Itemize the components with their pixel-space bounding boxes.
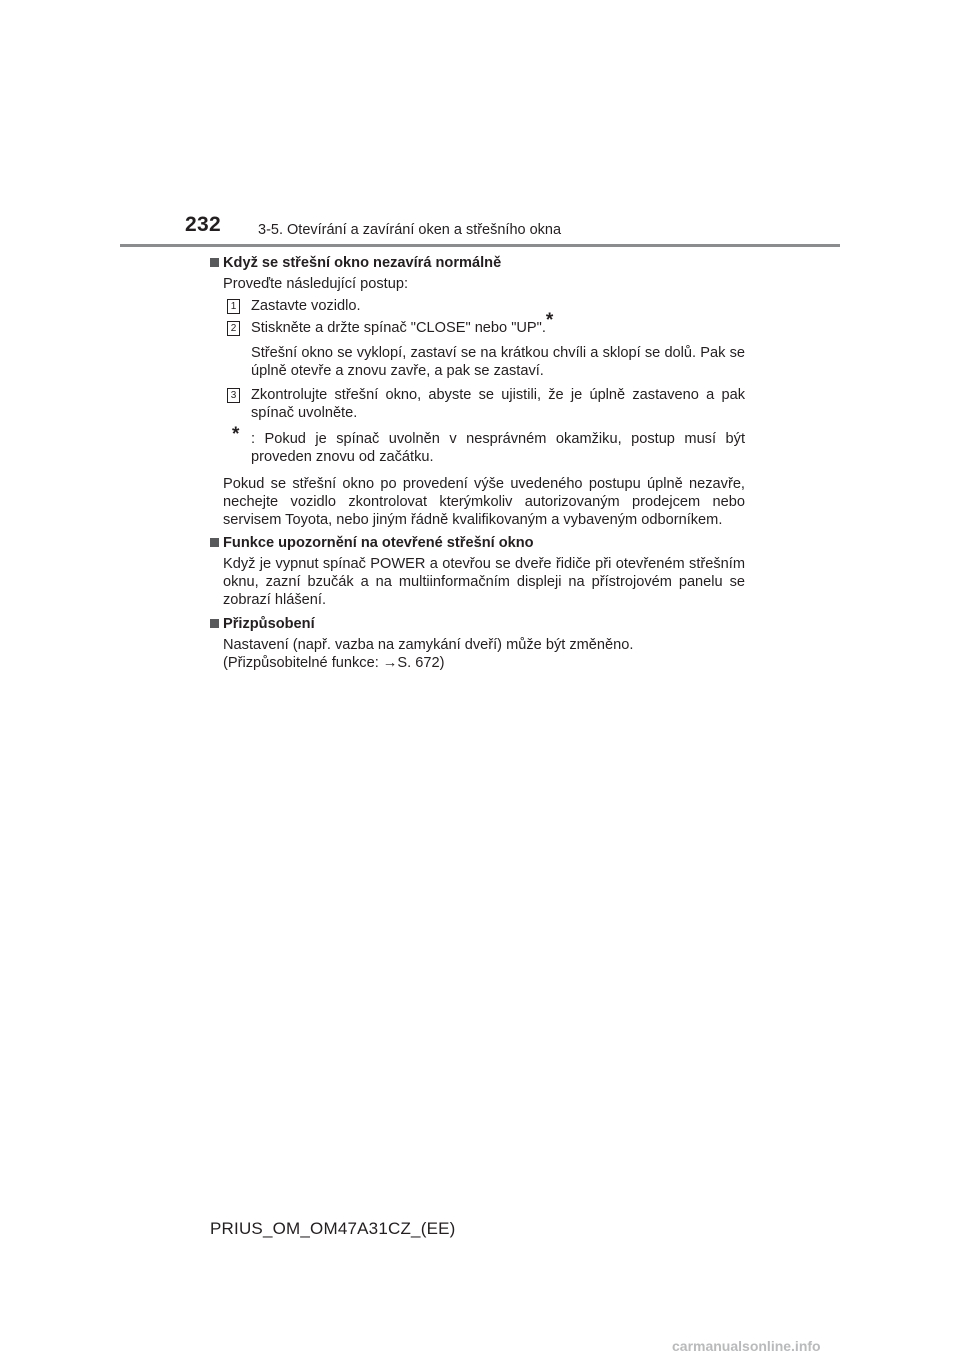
section-heading	[210, 615, 745, 633]
step-text: Stiskněte a držte spínač "CLOSE" nebo "UP".	[251, 320, 546, 336]
asterisk-marker: *	[545, 310, 554, 331]
step-item	[223, 386, 745, 422]
footnote-asterisk: *	[232, 424, 240, 445]
body-text: Nastavení (např. vazba na zamykání dveří) může být změněno.	[223, 637, 634, 653]
heading-text: Funkce upozornění na otevřené střešní okno	[223, 535, 534, 551]
footnote	[223, 424, 745, 466]
step-detail: Střešní okno se vyklopí, zastaví se na krátkou chvíli a sklopí se dolů. Pak se úplně otevře a znovu zavře, a pak se zastaví.	[251, 345, 745, 379]
header-rule	[120, 244, 840, 247]
section-title: 3-5. Otevírání a zavírání oken a střešního okna	[258, 222, 562, 238]
section-heading	[210, 534, 745, 552]
step-item	[223, 310, 745, 337]
page-number: 232	[185, 213, 221, 236]
intro-text: Proveďte následující postup:	[223, 276, 409, 292]
watermark: carmanualsonline.info	[672, 1338, 821, 1354]
square-bullet-icon	[210, 538, 219, 547]
step-text: Zkontrolujte střešní okno, abyste se ujistili, že je úplně zastaveno a pak spínač uvolněte.	[251, 387, 745, 421]
section-heading	[210, 254, 745, 272]
page-content	[210, 254, 745, 672]
step-number-box: 3	[227, 388, 240, 403]
reference-text: (Přizpůsobitelné funkce: →S. 672)	[223, 655, 445, 671]
step-item	[223, 297, 745, 315]
body-text: Když je vypnut spínač POWER a otevřou se dveře řidiče při otevřeném střešním oknu, zazní bzučák a na multiinformačním displeji na přístrojovém panelu se zobrazí hlášení.	[223, 556, 745, 608]
square-bullet-icon	[210, 258, 219, 267]
heading-text: Přizpůsobení	[223, 616, 315, 632]
square-bullet-icon	[210, 619, 219, 628]
step-text: Zastavte vozidlo.	[251, 298, 361, 314]
footnote-text: : Pokud je spínač uvolněn v nesprávném okamžiku, postup musí být proveden znovu od začátku.	[251, 431, 745, 465]
step-number-box: 1	[227, 299, 240, 314]
closing-text: Pokud se střešní okno po provedení výše uvedeného postupu úplně nezavře, nechejte vozidlo zkontrolovat kterýmkoliv autorizovaným prodejcem nebo servisem Toyota, nebo jiným řádně kvalifikovaným a vybaveným odborníkem.	[223, 476, 745, 528]
heading-text: Když se střešní okno nezavírá normálně	[223, 255, 502, 271]
step-number-box: 2	[227, 321, 240, 336]
document-code: PRIUS_OM_OM47A31CZ_(EE)	[210, 1219, 456, 1238]
